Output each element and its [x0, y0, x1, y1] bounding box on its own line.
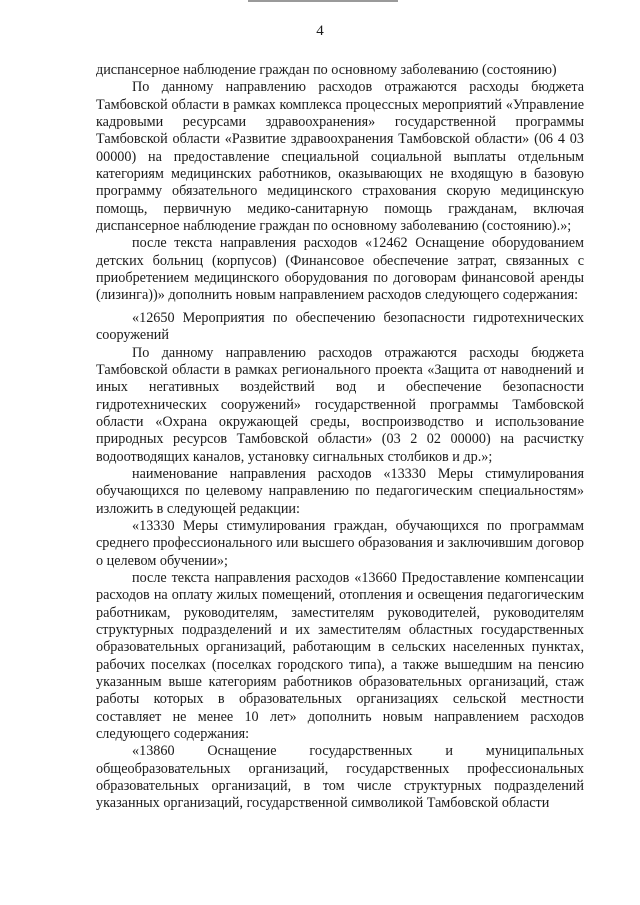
document-body [96, 62, 584, 813]
paragraph-expense-title-12650: «12650 Мероприятия по обеспечению безопасности гидротехнических сооружений [96, 309, 584, 344]
paragraph-expense-title-13330: «13330 Меры стимулирования граждан, обучающихся по программам среднего профессионального или высшего образования и заключившим договор о целевом обучении»; [96, 517, 584, 569]
paragraph-insert-after-12462: после текста направления расходов «12462 Оснащение оборудованием детских больниц (корпусов) (Финансовое обеспечение затрат, связанных с приобретением медицинского оборудования по договорам финансовой аренды (лизинга))» дополнить новым направлением расходов следующего содержания: [96, 235, 584, 304]
paragraph-rename-13330: наименование направления расходов «13330 Меры стимулирования обучающихся по целевому направлению по педагогическим специальностям» изложить в следующей редакции: [96, 465, 584, 517]
paragraph-expense-description-12650: По данному направлению расходов отражаются расходы бюджета Тамбовской области в рамках регионального проекта «Защита от наводнений и иных негативных воздействий вод и обеспечение безопасности гидротехнических сооружений» государственной программы Тамбовской области «Охрана окружающей среды, воспроизводство и использование природных ресурсов Тамбовской области» (03 2 02 00000) на расчистку водоотводящих каналов, установку сигнальных столбиков и др.»; [96, 344, 584, 465]
paragraph-continuation: диспансерное наблюдение граждан по основному заболеванию (состоянию) [96, 62, 557, 78]
paragraph-expense-description-12330: По данному направлению расходов отражаются расходы бюджета Тамбовской области в рамках комплекса процессных мероприятий «Управление кадровыми ресурсами здравоохранения» государственной программы Тамбовской области «Развитие здравоохранения Тамбовской области» (06 4 03 00000) на предоставление специальной социальной выплаты отдельным категориям медицинских работников, оказывающих не входящую в базовую программу обязательного медицинского страхования скорую медицинскую помощь, первичную медико-санитарную помощь гражданам, включая диспансерное наблюдение граждан по основному заболеванию (состоянию).»; [96, 79, 584, 235]
page-number: 4 [316, 23, 324, 39]
paragraph-insert-after-13660: после текста направления расходов «13660 Предоставление компенсации расходов на оплату жилых помещений, отопления и освещения педагогическим работникам, руководителям, заместителям руководителей, руководителям структурных подразделений и их заместителям областных государственных образовательных организаций, работающим в сельских населенных пунктах, рабочих поселках (поселках городского типа), а также вышедшим на пенсию указанным выше категориям работников образовательных организаций, стаж работы которых в образовательных организациях сельской местности составляет не менее 10 лет» дополнить новым направлением расходов следующего содержания: [96, 569, 584, 743]
top-rule [248, 0, 398, 2]
paragraph-expense-title-13860: «13860 Оснащение государственных и муниципальных общеобразовательных организаций, государственных профессиональных образовательных организаций, в том числе структурных подразделений указанных организаций, государственной символикой Тамбовской области [96, 743, 584, 812]
